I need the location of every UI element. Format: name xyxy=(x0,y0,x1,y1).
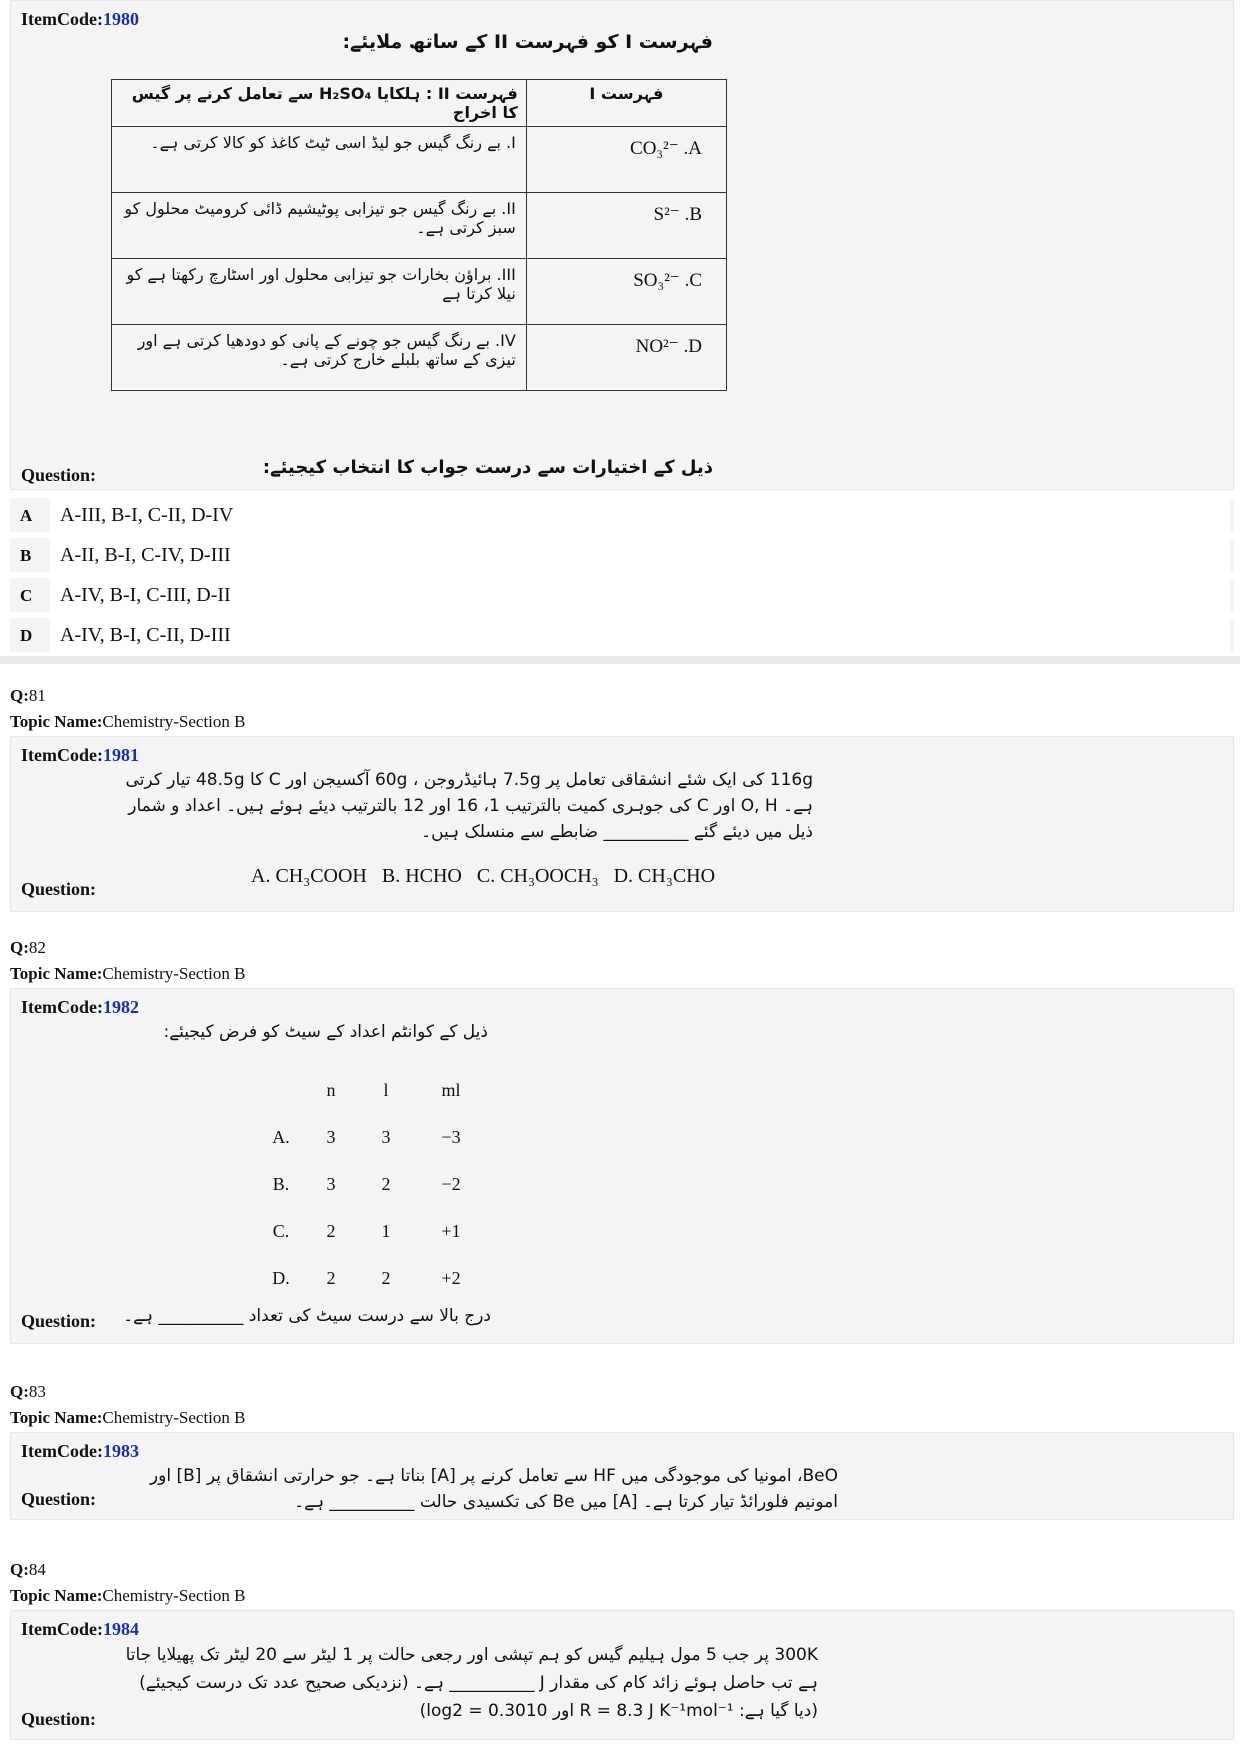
q-label: Q: xyxy=(10,938,29,957)
option-letter: D xyxy=(20,626,33,645)
q82-intro: ذیل کے کوانٹم اعداد کے سیٹ کو فرض کیجیئے: xyxy=(163,1022,488,1042)
q83-itemcode xyxy=(21,1441,139,1462)
topic-label: Topic Name: xyxy=(10,712,103,731)
match-desc: I. بے رنگ گیس جو لیڈ اسی ٹیٹ کاغذ کو کالا کرتی ہے۔ xyxy=(112,127,527,193)
q81-number xyxy=(10,686,46,706)
col2-header: فہرست II : ہلکایا H₂SO₄ سے تعامل کرنے پر گیس کا اخراج xyxy=(112,80,527,127)
option-text: A-IV, B-I, C-III, D-II xyxy=(50,578,1230,614)
topic-name: Chemistry-Section B xyxy=(102,1586,246,1605)
option-a[interactable] xyxy=(10,496,1234,532)
option-letter: C xyxy=(20,586,33,605)
row-l: 3 xyxy=(381,1127,391,1147)
itemcode-label: ItemCode: xyxy=(21,1441,103,1461)
itemcode-value: 1980 xyxy=(102,9,139,29)
q82-topic xyxy=(10,964,245,984)
q83-line2: امونیم فلورائڈ تیار کرتا ہے۔ [A] میں Be کی تکسیدی حالت __________ ہے۔ xyxy=(294,1492,838,1512)
q-number: 84 xyxy=(28,1560,46,1579)
q84-itemcode xyxy=(21,1619,139,1640)
q81-line3: ذیل میں دیئے گئے __________ ضابطے سے منسلک ہیں۔ xyxy=(421,822,813,842)
quantum-row xyxy=(261,1208,491,1255)
q84-topic xyxy=(10,1586,245,1606)
separator xyxy=(0,656,1240,664)
q81-line2: ہے۔ O, H اور C کی جوہری کمیت بالترتیب 1، 16 اور 12 بالترتیب دیئے ہوئے ہیں۔ اعداد و شمار xyxy=(128,796,813,816)
topic-name: Chemistry-Section B xyxy=(102,1408,246,1427)
option-d[interactable] xyxy=(10,616,1234,652)
header-l: l xyxy=(383,1080,389,1100)
option-c[interactable] xyxy=(10,576,1234,612)
q-number: 82 xyxy=(28,938,46,957)
q84-body xyxy=(98,1641,818,1725)
match-row xyxy=(112,325,727,391)
q-label: Q: xyxy=(10,1382,29,1401)
row-l: 1 xyxy=(381,1221,391,1241)
q82-number xyxy=(10,938,46,958)
q83-topic xyxy=(10,1408,245,1428)
itemcode-value: 1982 xyxy=(102,997,139,1017)
match-desc: III. براؤن بخارات جو تیزابی محلول اور اسٹارچ رکھتا ہے کو نیلا کرتا ہے xyxy=(112,259,527,325)
match-desc: IV. بے رنگ گیس جو چونے کے پانی کو دودھیا کرتی ہے اور تیزی کے ساتھ بلبلے خارج کرتی ہے۔ xyxy=(112,325,527,391)
row-label: D. xyxy=(272,1268,290,1288)
header-ml: ml xyxy=(441,1080,461,1100)
row-ml: +2 xyxy=(441,1268,461,1288)
topic-name: Chemistry-Section B xyxy=(102,712,246,731)
quantum-row xyxy=(261,1161,491,1208)
q81-itemcode xyxy=(21,745,139,766)
q82-itemcode xyxy=(21,997,139,1018)
row-l: 2 xyxy=(381,1174,391,1194)
row-n: 3 xyxy=(326,1127,336,1147)
topic-label: Topic Name: xyxy=(10,964,103,983)
q84-number xyxy=(10,1560,46,1580)
match-row xyxy=(112,259,727,325)
q84-panel xyxy=(10,1610,1234,1740)
q80-instruction: فہرست I کو فہرست II کے ساتھ ملایئے: xyxy=(342,31,713,53)
row-ml: −2 xyxy=(441,1174,461,1194)
q84-line3: (دیا گیا ہے: R = 8.3 J K⁻¹mol⁻¹ اور log2 = 0.3010) xyxy=(419,1701,818,1721)
match-row xyxy=(112,127,727,193)
q82-question-text: درج بالا سے درست سیٹ کی تعداد __________ ہے۔ xyxy=(123,1306,491,1326)
match-desc: II. بے رنگ گیس جو تیزابی پوٹیشیم ڈائی کرومیٹ محلول کو سبز کرتی ہے۔ xyxy=(112,193,527,259)
match-ion: SO₃²⁻ .C xyxy=(526,259,726,325)
q84-line1: 300K پر جب 5 مول ہیلیم گیس کو ہم تپشی اور رجعی حالت پر 1 لیٹر سے 20 لیٹر تک پھیلایا جاتا xyxy=(125,1645,818,1665)
row-n: 2 xyxy=(326,1268,336,1288)
quantum-table xyxy=(261,1067,491,1302)
quantum-row xyxy=(261,1255,491,1302)
option-b[interactable] xyxy=(10,536,1234,572)
itemcode-label: ItemCode: xyxy=(21,9,103,29)
q83-body xyxy=(98,1463,838,1515)
q83-question-label: Question: xyxy=(21,1489,97,1509)
q81-body xyxy=(93,767,813,845)
row-label: C. xyxy=(272,1221,290,1241)
match-table xyxy=(111,79,727,391)
q81-topic xyxy=(10,712,245,732)
q82-question-label: Question: xyxy=(21,1311,97,1331)
q83-panel xyxy=(10,1432,1234,1520)
q81-choices: A. CH₃COOH B. HCHO C. CH₃OOCH₃ D. CH₃CHO xyxy=(251,865,716,887)
itemcode-value: 1983 xyxy=(102,1441,139,1461)
q81-line1: 116g کی ایک شئے انشقاقی تعامل پر 7.5g ہائیڈروجن ، 60g آکسیجن اور C کا 48.5g تیار کرتی xyxy=(125,770,813,790)
itemcode-label: ItemCode: xyxy=(21,1619,103,1639)
option-text: A-III, B-I, C-II, D-IV xyxy=(50,498,1230,534)
q80-panel xyxy=(10,0,1234,490)
topic-label: Topic Name: xyxy=(10,1408,103,1427)
row-l: 2 xyxy=(381,1268,391,1288)
match-ion: CO₃²⁻ .A xyxy=(526,127,726,193)
option-text: A-II, B-I, C-IV, D-III xyxy=(50,538,1230,574)
option-letter: B xyxy=(20,546,32,565)
row-ml: −3 xyxy=(441,1127,461,1147)
itemcode-label: ItemCode: xyxy=(21,997,103,1017)
row-ml: +1 xyxy=(441,1221,461,1241)
q80-itemcode xyxy=(21,9,139,30)
itemcode-value: 1981 xyxy=(102,745,139,765)
topic-name: Chemistry-Section B xyxy=(102,964,246,983)
q80-question-label: Question: xyxy=(21,465,97,485)
q83-line1: BeO، امونیا کی موجودگی میں HF سے تعامل کرنے پر [A] بناتا ہے۔ جو حرارتی انشقاق پر [B] اور xyxy=(149,1466,838,1486)
q-number: 81 xyxy=(28,686,46,705)
match-ion: NO²⁻ .D xyxy=(526,325,726,391)
q81-panel xyxy=(10,736,1234,912)
col1-header: فہرست I xyxy=(526,80,726,127)
header-n: n xyxy=(326,1080,336,1100)
q80-question-text: ذیل کے اختیارات سے درست جواب کا انتخاب کیجیئے: xyxy=(262,457,713,478)
itemcode-value: 1984 xyxy=(102,1619,139,1639)
q-number: 83 xyxy=(28,1382,46,1401)
match-row xyxy=(112,193,727,259)
row-label: B. xyxy=(272,1174,290,1194)
q84-line2: ہے تب حاصل ہوئے زائد کام کی مقدار J __________ ہے۔ (نزدیکی صحیح عدد تک درست کیجیئے) xyxy=(139,1673,818,1693)
q84-question-label: Question: xyxy=(21,1709,97,1729)
q-label: Q: xyxy=(10,1560,29,1579)
match-ion: S²⁻ .B xyxy=(526,193,726,259)
q-label: Q: xyxy=(10,686,29,705)
topic-label: Topic Name: xyxy=(10,1586,103,1605)
itemcode-label: ItemCode: xyxy=(21,745,103,765)
row-label: A. xyxy=(272,1127,290,1147)
row-n: 2 xyxy=(326,1221,336,1241)
row-n: 3 xyxy=(326,1174,336,1194)
option-letter: A xyxy=(20,506,33,525)
option-text: A-IV, B-I, C-II, D-III xyxy=(50,618,1230,654)
quantum-row xyxy=(261,1114,491,1161)
q83-number xyxy=(10,1382,46,1402)
q81-question-label: Question: xyxy=(21,879,97,899)
q82-panel xyxy=(10,988,1234,1344)
